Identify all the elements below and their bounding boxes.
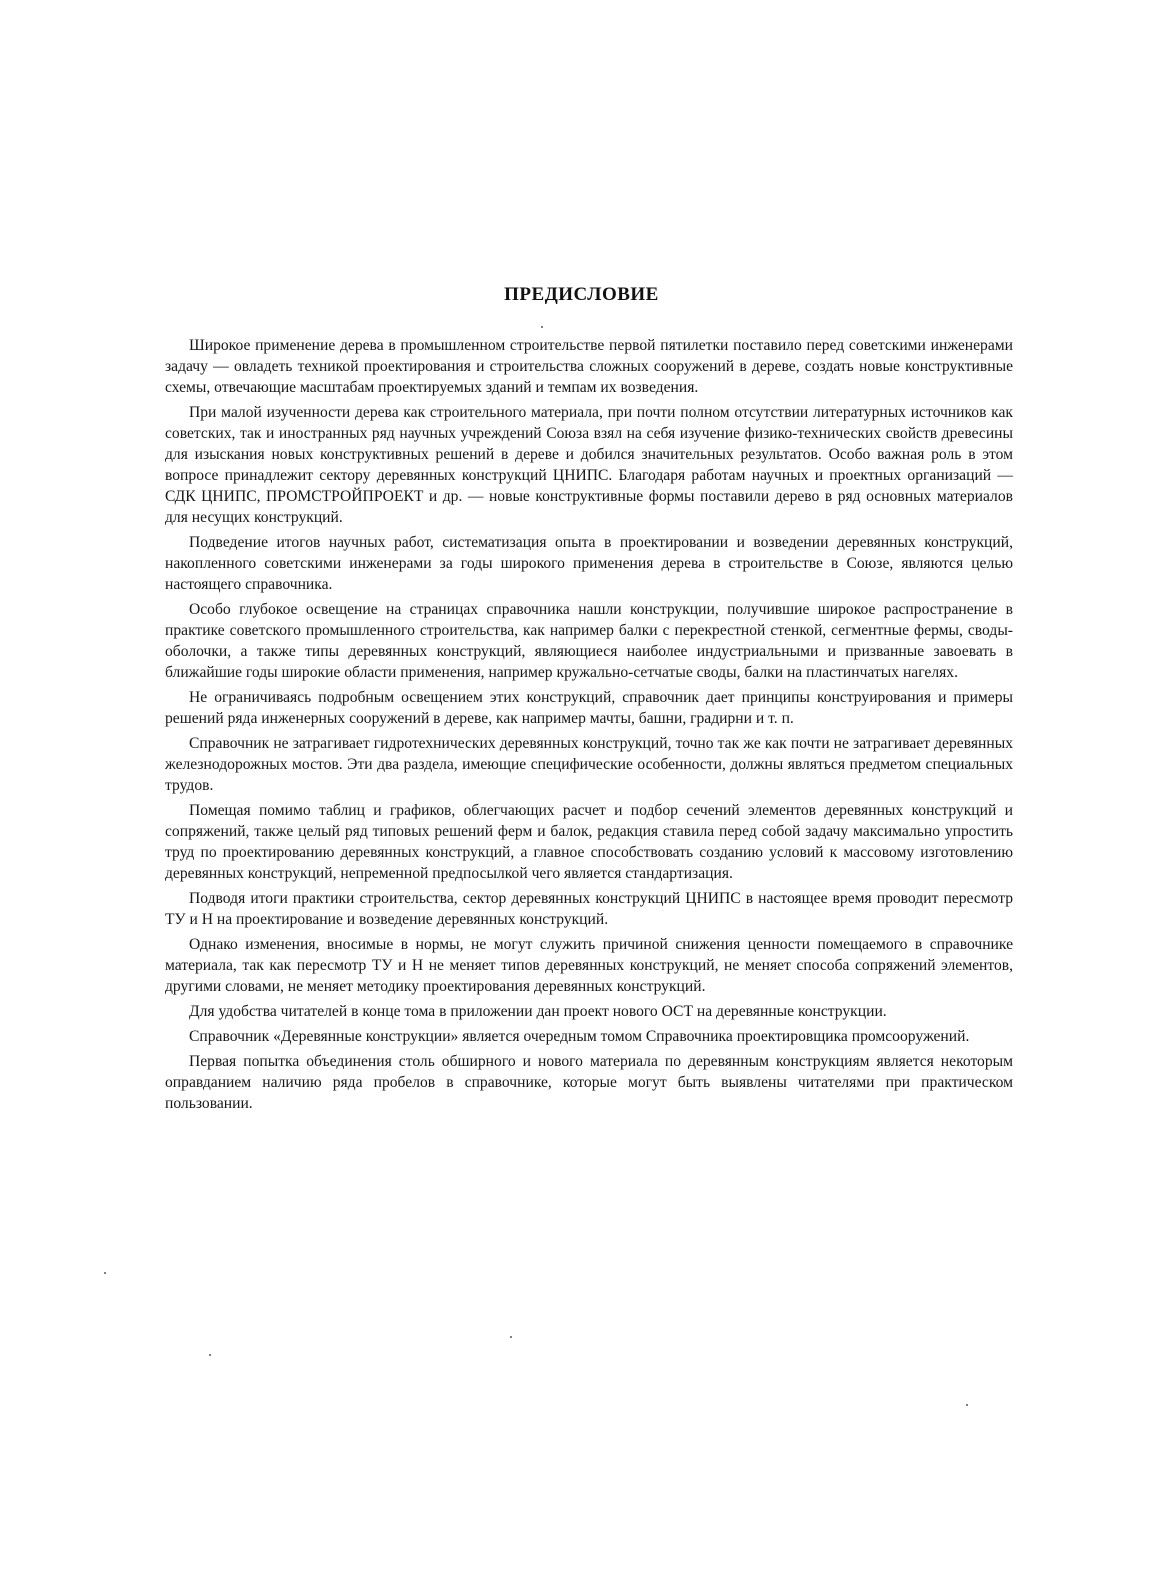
scan-speck [510, 1336, 512, 1338]
paragraph: Подведение итогов научных работ, систематизация опыта в проектировании и возведении деревянных конструкций, накопленного советскими инженерами за годы широкого применения дерева в строительстве в Союзе, являются целью настоящего справочника. [165, 534, 1013, 593]
paragraph: При малой изученности дерева как строительного материала, при почти полном отсутствии литературных источников как советских, так и иностранных ряд научных учреждений Союза взял на себя изучение физико-технических свойств древесины для изыскания новых конструктивных решений в дереве и добился значительных результатов. Особо важная роль в этом вопросе принадлежит сектору деревянных конструкций ЦНИПС. Благодаря работам научных и проектных организаций — СДК ЦНИПС, ПРОМСТРОЙПРОЕКТ и др. — новые конструктивные формы поставили дерево в ряд основных материалов для несущих конструкций. [165, 404, 1013, 526]
paragraph: Подводя итоги практики строительства, сектор деревянных конструкций ЦНИПС в настоящее время проводит пересмотр ТУ и Н на проектирование и возведение деревянных конструкций. [165, 890, 1013, 928]
paragraph: Однако изменения, вносимые в нормы, не могут служить причиной снижения ценности помещаемого в справочнике материала, так как пересмотр ТУ и Н не меняет типов деревянных конструкций, не меняет способа сопряжений элементов, другими словами, не меняет методику проектирования деревянных конструкций. [165, 936, 1013, 995]
preface-body [165, 335, 1013, 1118]
paragraph: Справочник не затрагивает гидротехнических деревянных конструкций, точно так же как почти не затрагивает деревянных железнодорожных мостов. Эти два раздела, имеющие специфические особенности, должны являться предметом специальных трудов. [165, 735, 1013, 794]
scan-speck [209, 1354, 211, 1356]
paragraph: Широкое применение дерева в промышленном строительстве первой пятилетки поставило перед советскими инженерами задачу — овладеть техникой проектирования и строительства сложных сооружений в дереве, создать новые конструктивные схемы, отвечающие масштабам проектируемых зданий и темпам их возведения. [165, 337, 1013, 396]
scan-speck [541, 326, 543, 328]
paragraph: Помещая помимо таблиц и графиков, облегчающих расчет и подбор сечений элементов деревянных конструкций и сопряжений, также целый ряд типовых решений ферм и балок, редакция ставила перед собой задачу максимально упростить труд по проектированию деревянных конструкций, а главное способствовать созданию условий к массовому изготовлению деревянных конструкций, непременной предпосылкой чего является стандартизация. [165, 802, 1013, 882]
paragraph: Справочник «Деревянные конструкции» является очередным томом Справочника проектировщика промсооружений. [189, 1028, 970, 1045]
scan-speck [966, 1404, 968, 1406]
paragraph: Не ограничиваясь подробным освещением этих конструкций, справочник дает принципы конструирования и примеры решений ряда инженерных сооружений в дереве, как например мачты, башни, градирни и т. п. [165, 689, 1013, 727]
paragraph: Особо глубокое освещение на страницах справочника нашли конструкции, получившие широкое распространение в практике советского промышленного строительства, как например балки с перекрестной стенкой, сегментные фермы, своды-оболочки, а также типы деревянных конструкций, являющиеся наиболее индустриальными и призванные завоевать в ближайшие годы широкие области применения, например кружально-сетчатые своды, балки на пластинчатых нагелях. [165, 601, 1013, 681]
page-title: ПРЕДИСЛОВИЕ [504, 284, 659, 305]
paragraph: Для удобства читателей в конце тома в приложении дан проект нового ОСТ на деревянные конструкции. [189, 1003, 887, 1020]
paragraph: Первая попытка объединения столь обширного и нового материала по деревянным конструкциям является некоторым оправданием наличию ряда пробелов в справочнике, которые могут быть выявлены читателями при практическом пользовании. [165, 1053, 1013, 1112]
scan-speck [104, 1272, 106, 1274]
